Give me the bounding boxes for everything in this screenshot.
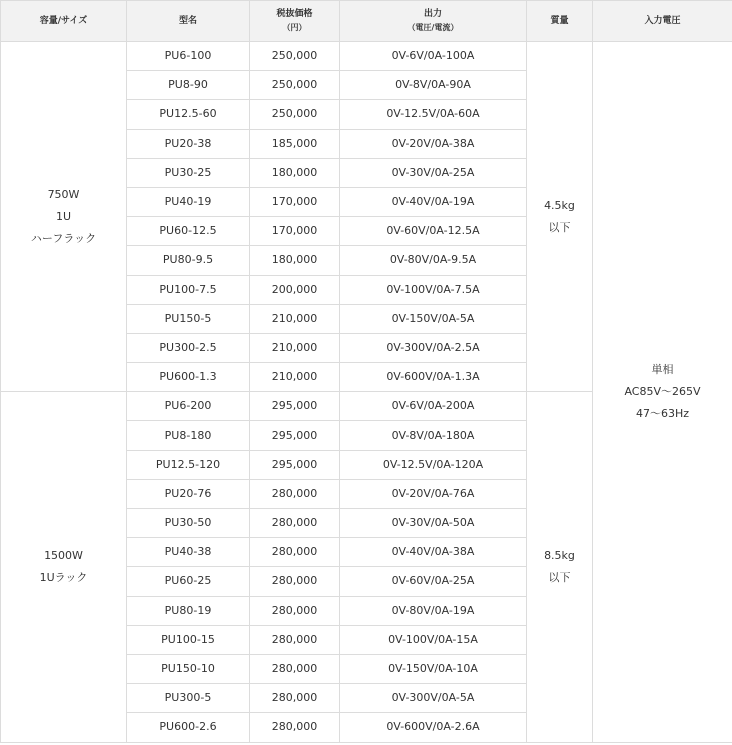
price-cell: 210,000 bbox=[250, 363, 340, 392]
model-cell: PU6-200 bbox=[127, 392, 250, 421]
header-model: 型名 bbox=[127, 1, 250, 42]
header-price bbox=[250, 1, 340, 42]
price-cell: 295,000 bbox=[250, 392, 340, 421]
output-cell: 0V-150V/0A-5A bbox=[340, 304, 527, 333]
price-cell: 280,000 bbox=[250, 479, 340, 508]
output-cell: 0V-150V/0A-10A bbox=[340, 654, 527, 683]
price-cell: 280,000 bbox=[250, 684, 340, 713]
header-input: 入力電圧 bbox=[593, 1, 732, 42]
capacity-cell bbox=[1, 392, 127, 742]
model-cell: PU12.5-120 bbox=[127, 450, 250, 479]
output-cell: 0V-8V/0A-180A bbox=[340, 421, 527, 450]
model-cell: PU40-19 bbox=[127, 187, 250, 216]
weight-line: 以下 bbox=[548, 220, 571, 234]
model-cell: PU80-9.5 bbox=[127, 246, 250, 275]
output-cell: 0V-80V/0A-19A bbox=[340, 596, 527, 625]
model-cell: PU6-100 bbox=[127, 42, 250, 71]
header-output-sub: （電圧/電流） bbox=[407, 23, 459, 32]
price-cell: 295,000 bbox=[250, 450, 340, 479]
table-body bbox=[1, 42, 732, 743]
output-cell: 0V-6V/0A-100A bbox=[340, 42, 527, 71]
model-cell: PU300-5 bbox=[127, 684, 250, 713]
price-cell: 295,000 bbox=[250, 421, 340, 450]
header-output bbox=[340, 1, 527, 42]
price-cell: 250,000 bbox=[250, 100, 340, 129]
model-cell: PU150-5 bbox=[127, 304, 250, 333]
header-price-label: 税抜価格 bbox=[276, 9, 313, 19]
weight-line: 以下 bbox=[548, 570, 571, 584]
output-cell: 0V-600V/0A-2.6A bbox=[340, 713, 527, 742]
input-voltage-line: AC85V～265V bbox=[624, 384, 701, 398]
model-cell: PU30-25 bbox=[127, 158, 250, 187]
model-cell: PU12.5-60 bbox=[127, 100, 250, 129]
weight-cell bbox=[527, 42, 593, 392]
output-cell: 0V-8V/0A-90A bbox=[340, 71, 527, 100]
output-cell: 0V-300V/0A-5A bbox=[340, 684, 527, 713]
output-cell: 0V-12.5V/0A-120A bbox=[340, 450, 527, 479]
output-cell: 0V-30V/0A-50A bbox=[340, 509, 527, 538]
price-cell: 280,000 bbox=[250, 596, 340, 625]
output-cell: 0V-12.5V/0A-60A bbox=[340, 100, 527, 129]
model-cell: PU150-10 bbox=[127, 654, 250, 683]
price-cell: 280,000 bbox=[250, 713, 340, 742]
output-cell: 0V-30V/0A-25A bbox=[340, 158, 527, 187]
capacity-line: 750W bbox=[47, 187, 80, 201]
output-cell: 0V-100V/0A-7.5A bbox=[340, 275, 527, 304]
output-cell: 0V-100V/0A-15A bbox=[340, 625, 527, 654]
model-cell: PU60-12.5 bbox=[127, 217, 250, 246]
model-cell: PU8-90 bbox=[127, 71, 250, 100]
model-cell: PU600-1.3 bbox=[127, 363, 250, 392]
header-weight: 質量 bbox=[527, 1, 593, 42]
model-cell: PU20-38 bbox=[127, 129, 250, 158]
output-cell: 0V-20V/0A-76A bbox=[340, 479, 527, 508]
output-cell: 0V-60V/0A-25A bbox=[340, 567, 527, 596]
price-cell: 180,000 bbox=[250, 158, 340, 187]
header-price-unit: （円） bbox=[282, 23, 307, 32]
price-cell: 170,000 bbox=[250, 187, 340, 216]
header-row bbox=[1, 1, 732, 42]
price-cell: 170,000 bbox=[250, 217, 340, 246]
weight-line: 4.5kg bbox=[544, 198, 575, 212]
output-cell: 0V-600V/0A-1.3A bbox=[340, 363, 527, 392]
model-cell: PU20-76 bbox=[127, 479, 250, 508]
model-cell: PU100-15 bbox=[127, 625, 250, 654]
price-cell: 250,000 bbox=[250, 42, 340, 71]
price-cell: 280,000 bbox=[250, 567, 340, 596]
price-cell: 185,000 bbox=[250, 129, 340, 158]
table-row bbox=[1, 42, 732, 71]
model-cell: PU30-50 bbox=[127, 509, 250, 538]
price-cell: 210,000 bbox=[250, 333, 340, 362]
output-cell: 0V-80V/0A-9.5A bbox=[340, 246, 527, 275]
price-cell: 200,000 bbox=[250, 275, 340, 304]
price-cell: 210,000 bbox=[250, 304, 340, 333]
model-cell: PU300-2.5 bbox=[127, 333, 250, 362]
output-cell: 0V-60V/0A-12.5A bbox=[340, 217, 527, 246]
price-cell: 280,000 bbox=[250, 538, 340, 567]
price-cell: 280,000 bbox=[250, 654, 340, 683]
price-cell: 280,000 bbox=[250, 509, 340, 538]
capacity-line: 1U bbox=[55, 209, 72, 223]
output-cell: 0V-300V/0A-2.5A bbox=[340, 333, 527, 362]
price-cell: 250,000 bbox=[250, 71, 340, 100]
model-cell: PU100-7.5 bbox=[127, 275, 250, 304]
capacity-line: 1Uラック bbox=[39, 570, 88, 584]
capacity-line: ハーフラック bbox=[30, 231, 97, 245]
output-cell: 0V-20V/0A-38A bbox=[340, 129, 527, 158]
weight-cell bbox=[527, 392, 593, 742]
model-cell: PU8-180 bbox=[127, 421, 250, 450]
model-cell: PU80-19 bbox=[127, 596, 250, 625]
input-voltage-line: 単相 bbox=[651, 362, 674, 376]
input-voltage-cell bbox=[593, 42, 732, 743]
price-cell: 180,000 bbox=[250, 246, 340, 275]
price-cell: 280,000 bbox=[250, 625, 340, 654]
table-header bbox=[1, 1, 732, 42]
header-output-label: 出力 bbox=[423, 9, 442, 19]
capacity-cell bbox=[1, 42, 127, 392]
model-cell: PU40-38 bbox=[127, 538, 250, 567]
capacity-line: 1500W bbox=[44, 548, 83, 562]
output-cell: 0V-6V/0A-200A bbox=[340, 392, 527, 421]
output-cell: 0V-40V/0A-38A bbox=[340, 538, 527, 567]
model-cell: PU60-25 bbox=[127, 567, 250, 596]
output-cell: 0V-40V/0A-19A bbox=[340, 187, 527, 216]
input-voltage-line: 47～63Hz bbox=[635, 406, 690, 420]
header-capacity: 容量/サイズ bbox=[1, 1, 127, 42]
model-cell: PU600-2.6 bbox=[127, 713, 250, 742]
weight-line: 8.5kg bbox=[544, 548, 575, 562]
